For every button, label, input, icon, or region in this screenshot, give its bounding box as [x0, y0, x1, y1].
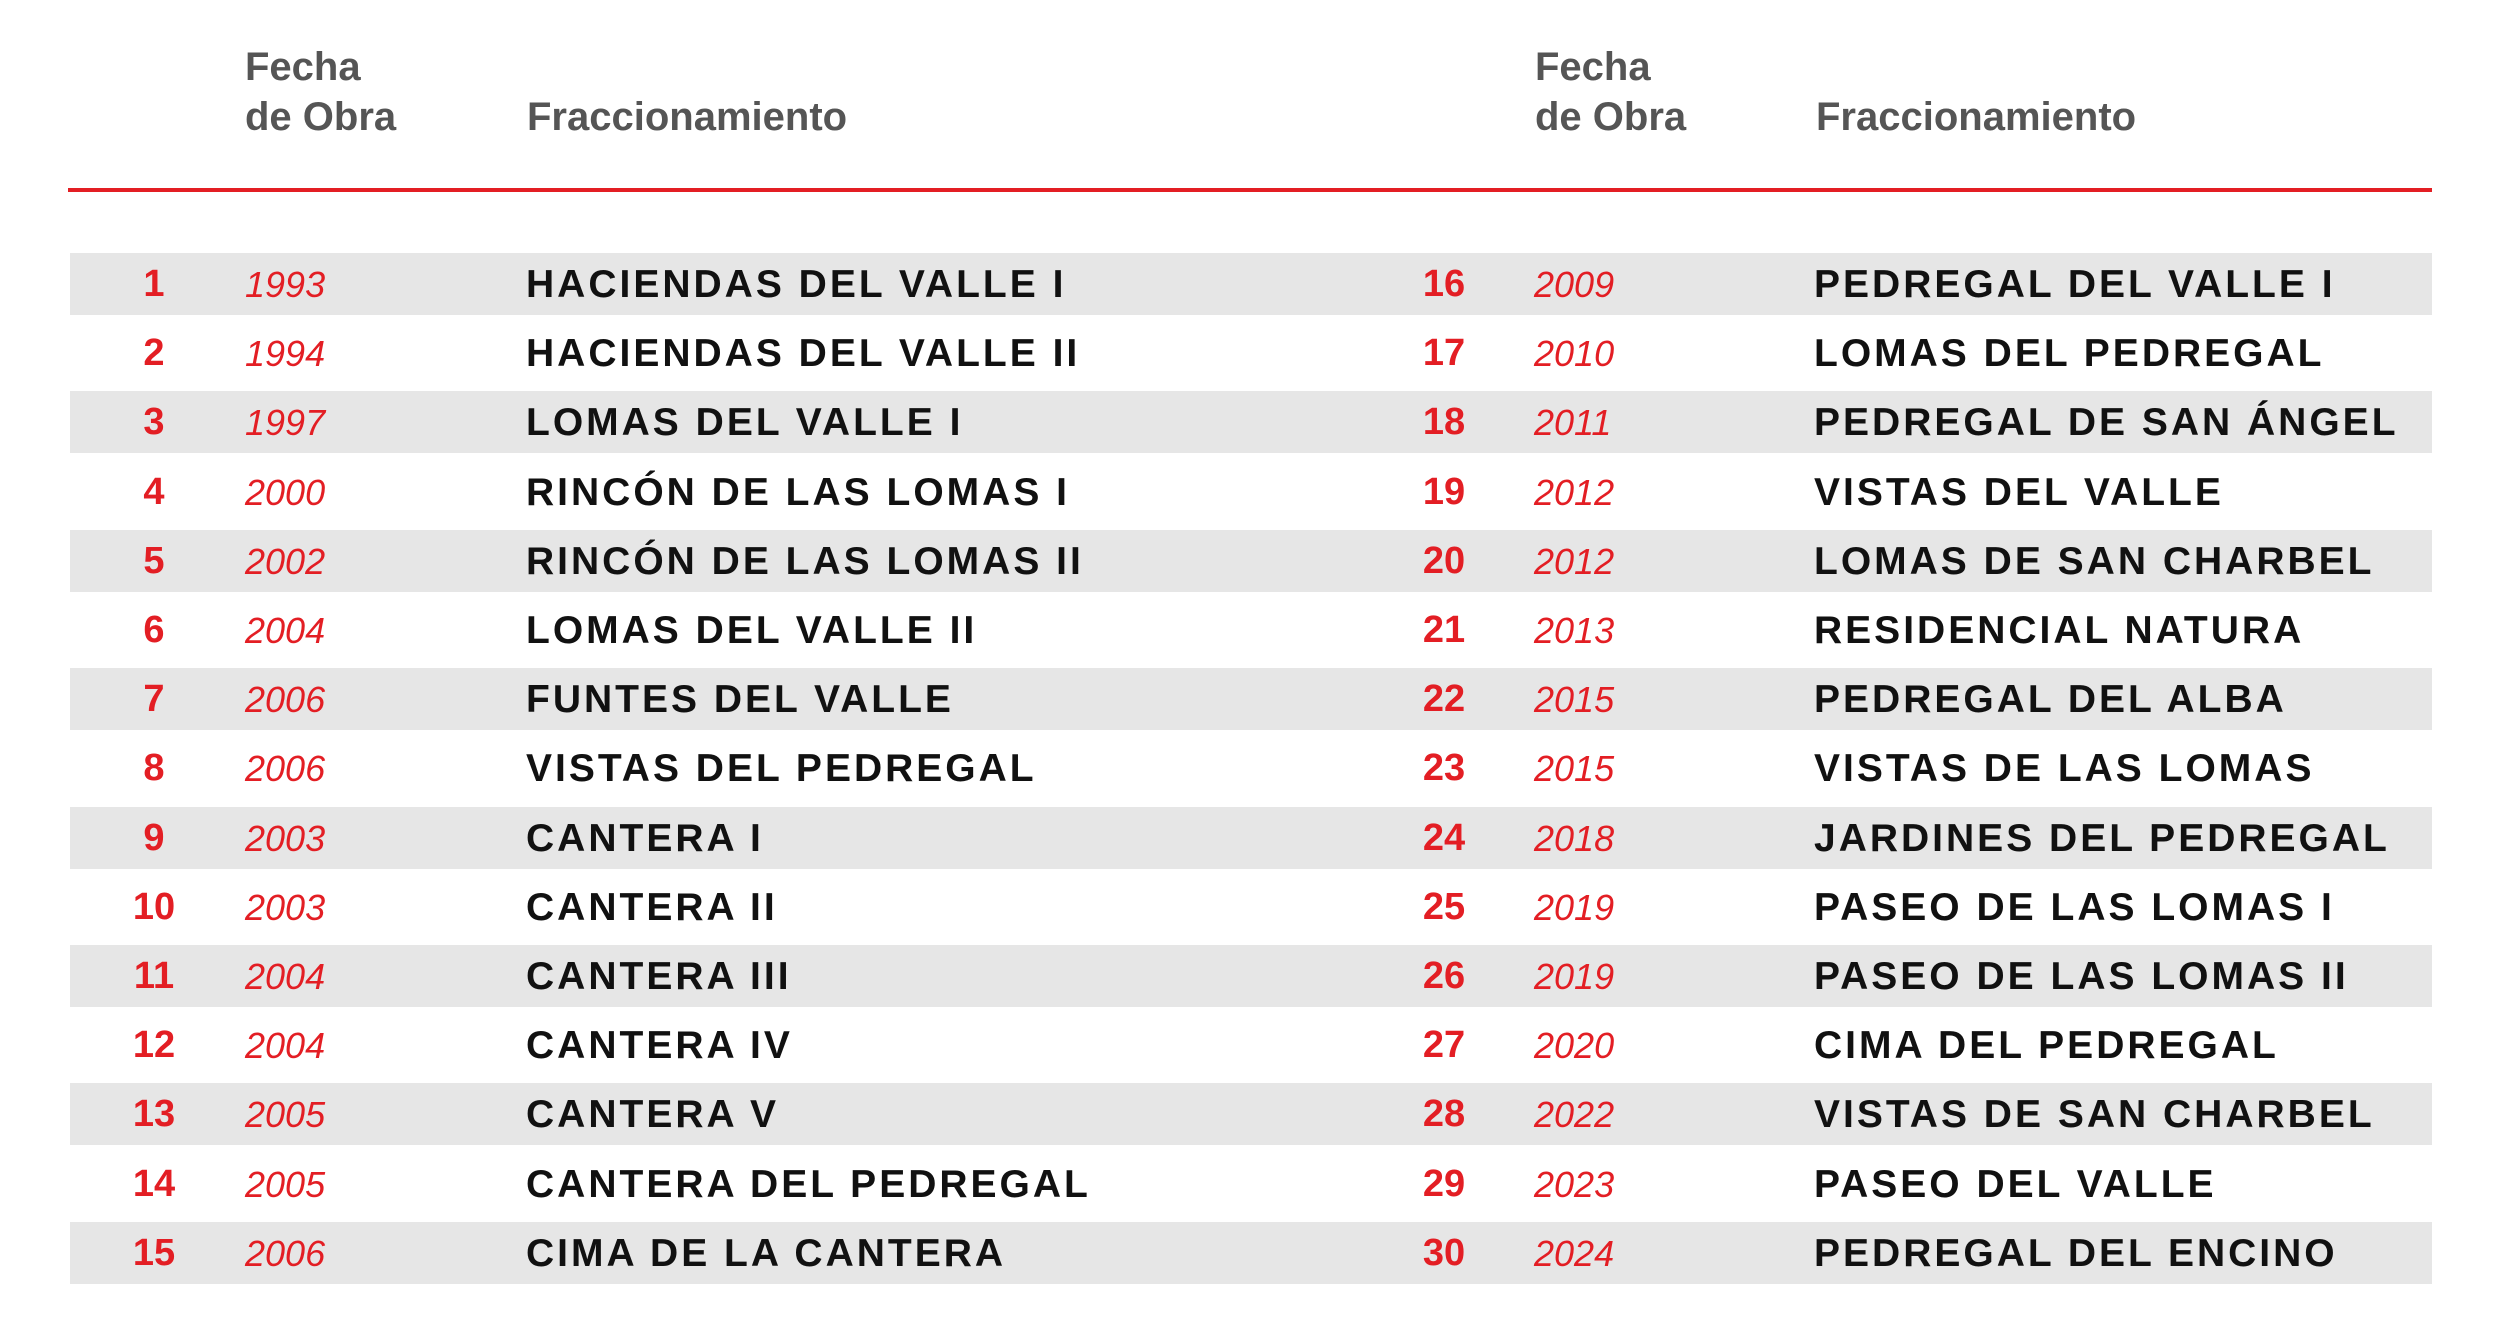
- table-row: [0, 1080, 2499, 1149]
- table-row: [0, 388, 2499, 457]
- row-name: CANTERA III: [526, 955, 792, 998]
- row-name: CANTERA I: [526, 816, 764, 860]
- row-year: 2015: [1534, 748, 1615, 790]
- row-number: 19: [1422, 470, 1466, 513]
- row-number: 13: [132, 1093, 176, 1136]
- row-name: CANTERA DEL PEDREGAL: [526, 1162, 1091, 1206]
- row-year: 2018: [1534, 817, 1615, 859]
- row-name: PASEO DE LAS LOMAS II: [1814, 955, 2349, 998]
- row-number: 17: [1422, 332, 1466, 375]
- row-year: 2006: [245, 679, 326, 721]
- row-name: RINCÓN DE LAS LOMAS I: [526, 470, 1071, 514]
- row-year: 2005: [245, 1163, 326, 1205]
- row-name: FUNTES DEL VALLE: [526, 678, 954, 722]
- row-name: PEDREGAL DE SAN ÁNGEL: [1814, 401, 2399, 445]
- row-name: VISTAS DE LAS LOMAS: [1814, 747, 2315, 791]
- row-year: 2024: [1534, 1232, 1615, 1274]
- row-year: 2003: [245, 886, 326, 928]
- row-year: 2011: [1534, 402, 1612, 444]
- row-number: 26: [1422, 955, 1466, 997]
- row-name: CANTERA IV: [526, 1024, 793, 1068]
- row-number: 18: [1422, 401, 1466, 444]
- row-name: RESIDENCIAL NATURA: [1814, 609, 2305, 652]
- row-number: 30: [1422, 1231, 1466, 1274]
- row-number: 14: [132, 1162, 176, 1205]
- row-year: 2009: [1534, 264, 1615, 305]
- row-year: 1994: [245, 333, 326, 375]
- row-number: 4: [143, 470, 165, 513]
- row-name: CANTERA II: [526, 885, 778, 929]
- row-year: 1997: [245, 402, 326, 444]
- header-fraccionamiento-right: Fraccionamiento: [1816, 95, 2137, 139]
- row-number: 1: [143, 263, 165, 305]
- table-row: [0, 1150, 2499, 1219]
- row-year: 2023: [1534, 1163, 1615, 1205]
- row-number: 8: [143, 747, 165, 790]
- row-year: 2000: [245, 471, 326, 513]
- row-name: RINCÓN DE LAS LOMAS II: [526, 539, 1084, 583]
- row-year: 2004: [245, 956, 326, 997]
- row-name: PEDREGAL DEL ALBA: [1814, 678, 2287, 722]
- row-year: 2022: [1534, 1094, 1615, 1136]
- header-fecha-de-obra-left: [245, 42, 445, 142]
- row-number: 27: [1422, 1024, 1466, 1067]
- row-year: 2010: [1534, 333, 1615, 375]
- table-row: [0, 319, 2499, 388]
- row-name: VISTAS DEL PEDREGAL: [526, 747, 1037, 791]
- row-name: PEDREGAL DEL ENCINO: [1814, 1231, 2338, 1275]
- table-row: [0, 458, 2499, 527]
- row-name: CIMA DE LA CANTERA: [526, 1231, 1007, 1275]
- row-name: JARDINES DEL PEDREGAL: [1814, 816, 2390, 860]
- header-fecha-line2: de Obra: [245, 95, 397, 139]
- row-year: 2006: [245, 748, 326, 790]
- row-number: 28: [1422, 1093, 1466, 1136]
- row-name: HACIENDAS DEL VALLE I: [526, 263, 1067, 306]
- row-number: 22: [1422, 678, 1466, 721]
- table-row: [0, 596, 2499, 665]
- row-year: 2020: [1534, 1025, 1615, 1067]
- row-number: 5: [143, 539, 165, 582]
- row-name: VISTAS DE SAN CHARBEL: [1814, 1093, 2375, 1137]
- row-name: CANTERA V: [526, 1093, 780, 1137]
- header-fecha-de-obra-right: [1535, 42, 1735, 142]
- row-year: 2015: [1534, 679, 1615, 721]
- table-row: [0, 527, 2499, 596]
- row-year: 2006: [245, 1232, 326, 1274]
- row-name: HACIENDAS DEL VALLE II: [526, 332, 1081, 376]
- row-number: 9: [143, 816, 165, 859]
- table-row: [0, 1219, 2499, 1288]
- row-name: LOMAS DEL PEDREGAL: [1814, 332, 2325, 376]
- row-name: LOMAS DEL VALLE I: [526, 401, 964, 445]
- row-number: 3: [143, 401, 165, 444]
- row-name: PASEO DEL VALLE: [1814, 1162, 2217, 1206]
- row-number: 25: [1422, 885, 1466, 928]
- row-year: 1993: [245, 264, 326, 305]
- row-number: 7: [143, 678, 165, 721]
- row-number: 6: [143, 609, 165, 651]
- row-name: LOMAS DEL VALLE II: [526, 609, 978, 652]
- row-year: 2004: [245, 1025, 326, 1067]
- row-year: 2012: [1534, 471, 1615, 513]
- row-year: 2005: [245, 1094, 326, 1136]
- row-year: 2019: [1534, 956, 1615, 997]
- row-name: PASEO DE LAS LOMAS I: [1814, 885, 2335, 929]
- table-row: [0, 942, 2499, 1011]
- row-number: 16: [1422, 263, 1466, 305]
- header-fecha-line1: Fecha: [245, 45, 361, 89]
- table-row: [0, 873, 2499, 942]
- row-number: 20: [1422, 539, 1466, 582]
- row-name: PEDREGAL DEL VALLE I: [1814, 263, 2336, 306]
- row-number: 23: [1422, 747, 1466, 790]
- row-year: 2012: [1534, 540, 1615, 582]
- table-row: [0, 734, 2499, 803]
- header-fraccionamiento-left: Fraccionamiento: [527, 95, 848, 139]
- row-number: 12: [132, 1024, 176, 1067]
- row-name: VISTAS DEL VALLE: [1814, 470, 2224, 514]
- table-row: [0, 665, 2499, 734]
- row-number: 10: [132, 885, 176, 928]
- row-number: 21: [1422, 609, 1466, 651]
- row-year: 2003: [245, 817, 326, 859]
- header-fecha-line1: Fecha: [1535, 45, 1651, 89]
- row-number: 24: [1422, 816, 1466, 859]
- row-year: 2019: [1534, 886, 1615, 928]
- row-number: 15: [132, 1231, 176, 1274]
- table-row: [0, 250, 2499, 319]
- row-name: CIMA DEL PEDREGAL: [1814, 1024, 2279, 1068]
- row-year: 2002: [245, 540, 326, 582]
- row-number: 2: [143, 332, 165, 375]
- row-number: 11: [133, 955, 175, 997]
- row-year: 2004: [245, 610, 326, 651]
- header-divider: [68, 188, 2432, 192]
- row-number: 29: [1422, 1162, 1466, 1205]
- header-fecha-line2: de Obra: [1535, 95, 1687, 139]
- table-row: [0, 804, 2499, 873]
- row-year: 2013: [1534, 610, 1615, 651]
- table-row: [0, 1011, 2499, 1080]
- row-name: LOMAS DE SAN CHARBEL: [1814, 539, 2375, 583]
